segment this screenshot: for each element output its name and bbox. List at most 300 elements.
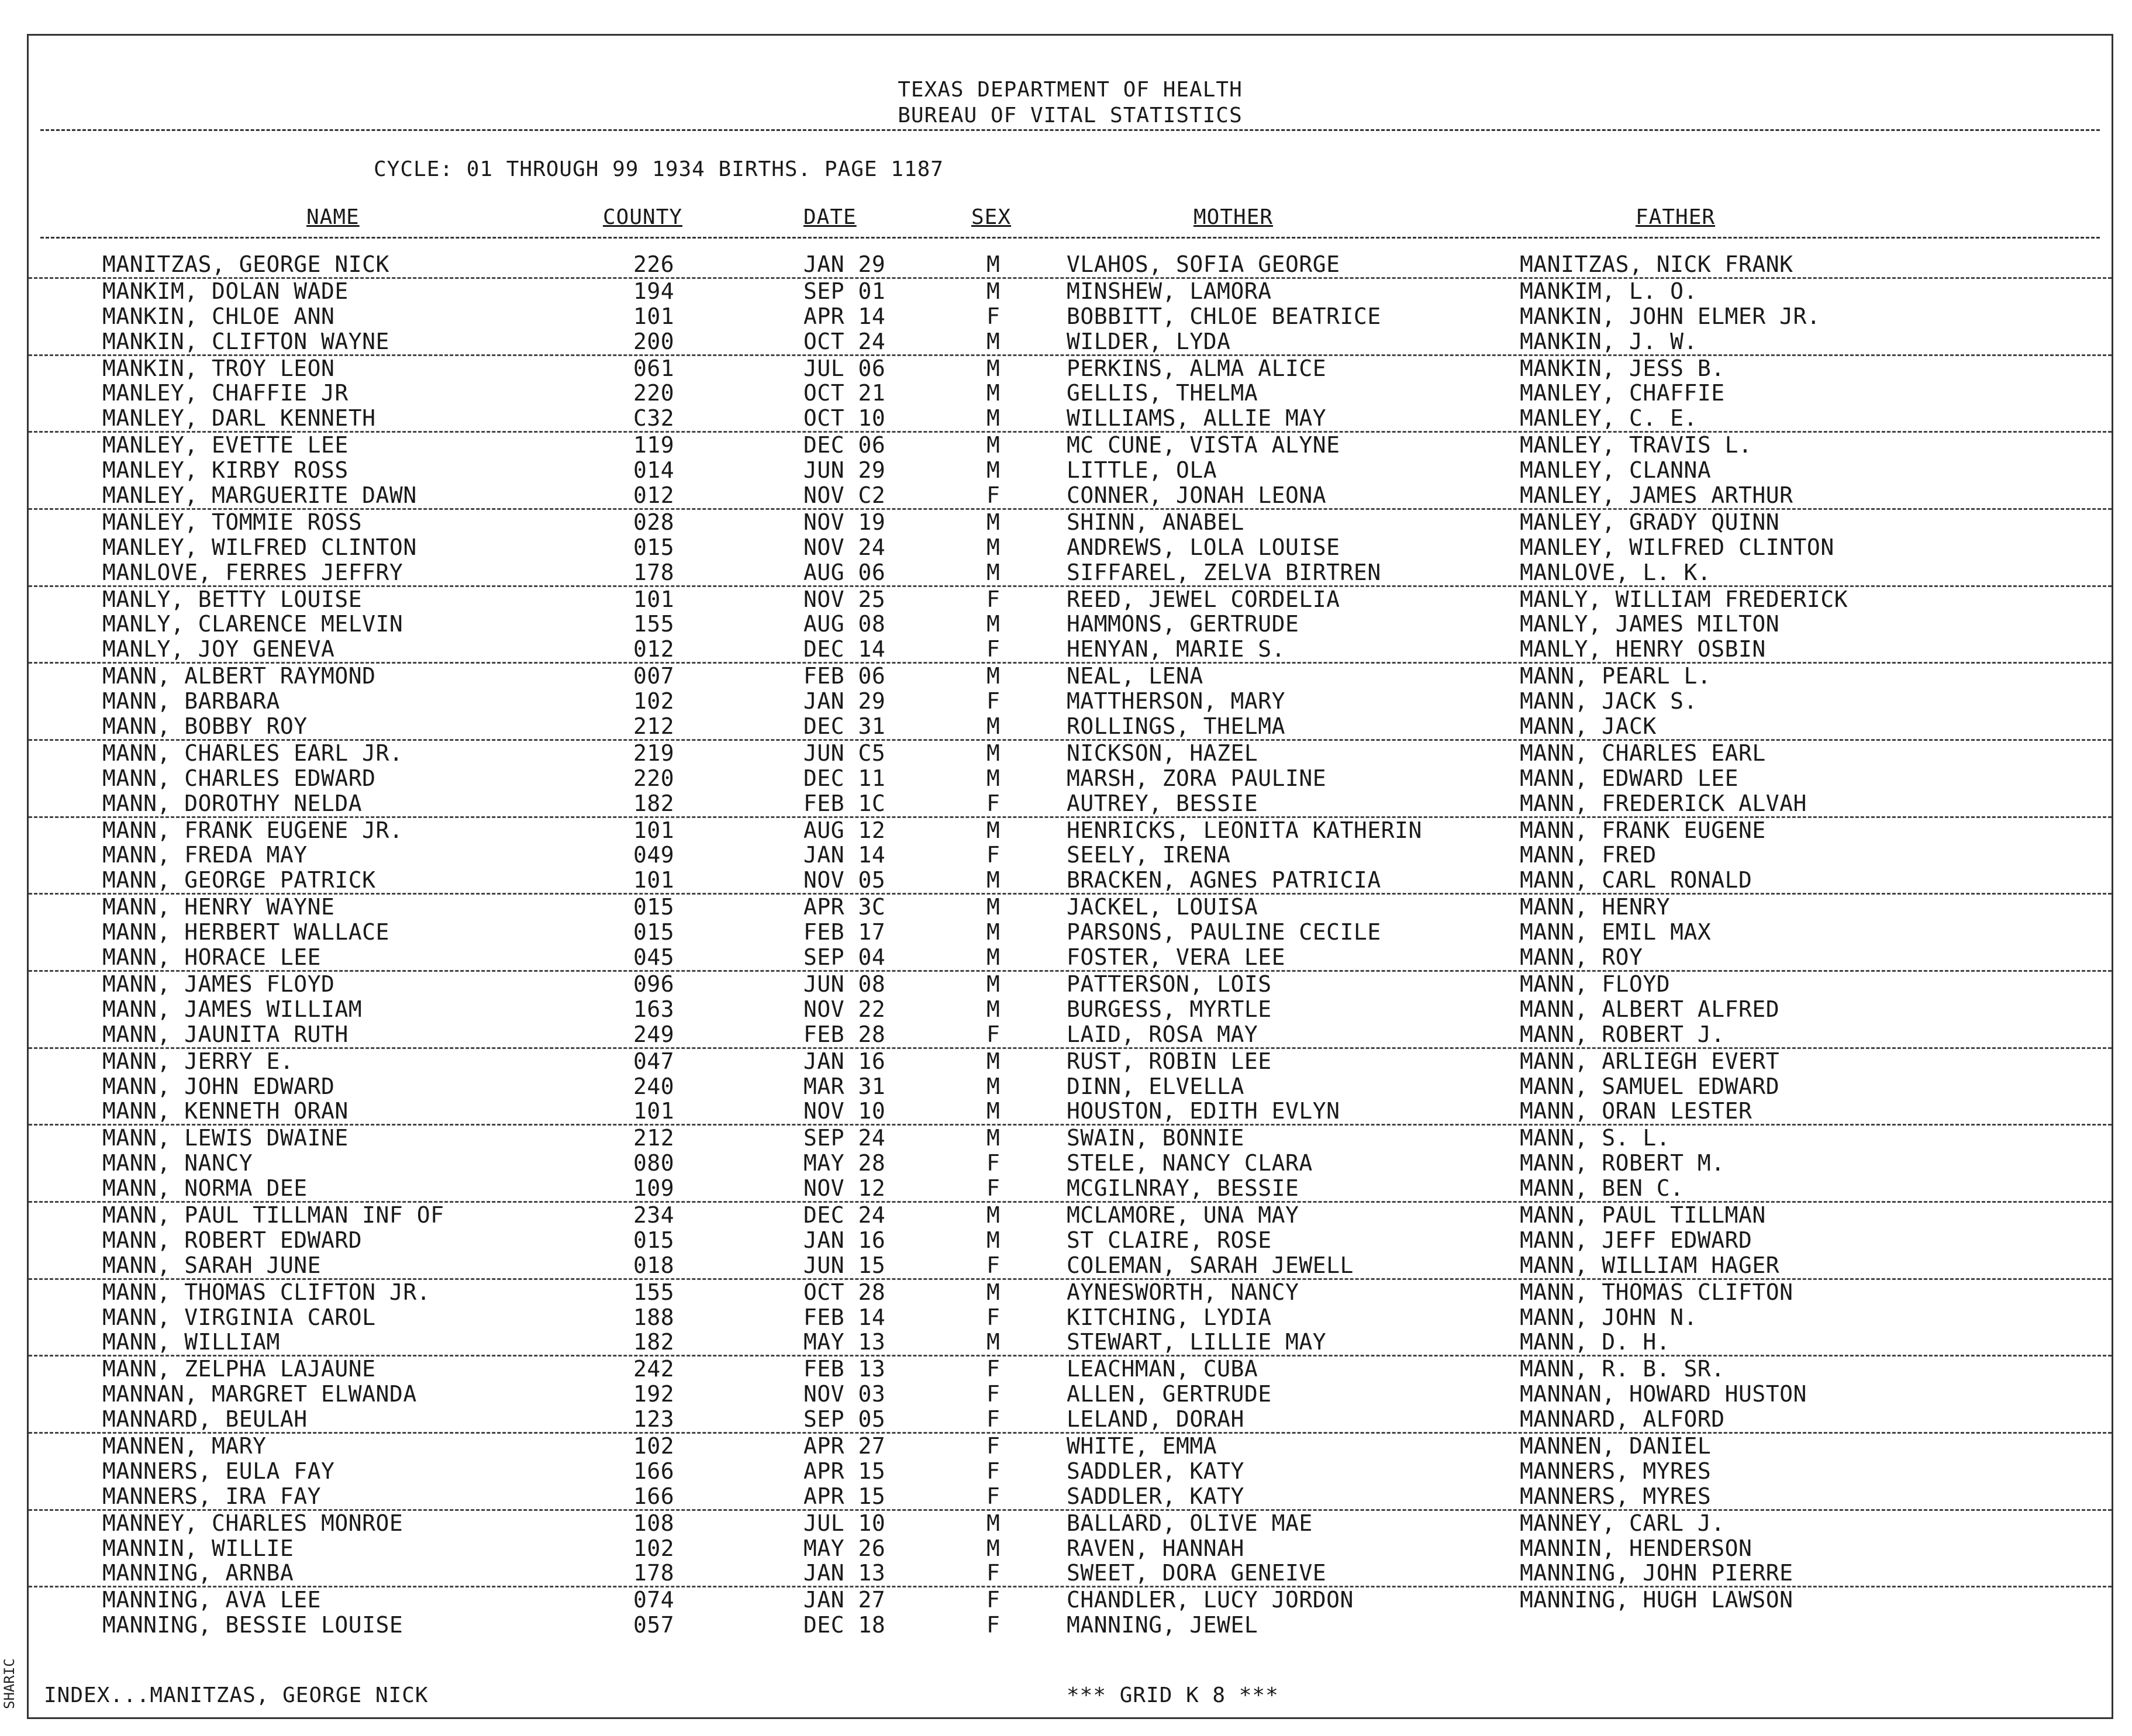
cell-date: SEP 24: [803, 1125, 886, 1151]
cell-date: FEB 28: [803, 1021, 886, 1047]
cell-county: 102: [633, 1535, 675, 1561]
cell-mother: AYNESWORTH, NANCY: [1067, 1279, 1299, 1305]
table-row: [29, 791, 2112, 818]
cell-date: AUG 06: [803, 559, 886, 585]
table-row: [29, 818, 2112, 843]
cell-mother: RUST, ROBIN LEE: [1067, 1048, 1272, 1074]
cell-name: MANN, JAMES FLOYD: [102, 971, 335, 997]
cell-father: MANN, JACK: [1520, 713, 1657, 740]
cell-father: MANN, CHARLES EARL: [1520, 740, 1766, 766]
side-stamp: SHARIC: [1, 1658, 18, 1710]
cell-date: NOV 24: [803, 534, 886, 560]
table-row: [29, 1074, 2112, 1099]
table-row: [29, 1511, 2112, 1536]
table-row: [29, 1459, 2112, 1484]
table-row: [29, 483, 2112, 510]
cell-date: DEC 18: [803, 1612, 886, 1638]
cell-father: MANLEY, TRAVIS L.: [1520, 432, 1752, 458]
cell-father: MANN, SAMUEL EDWARD: [1520, 1073, 1780, 1099]
cell-father: MANNERS, MYRES: [1520, 1458, 1712, 1484]
cell-mother: DINN, ELVELLA: [1067, 1073, 1244, 1099]
cell-date: NOV 22: [803, 996, 886, 1022]
cell-father: MANN, THOMAS CLIFTON: [1520, 1279, 1793, 1305]
cell-mother: VLAHOS, SOFIA GEORGE: [1067, 251, 1340, 277]
cell-name: MANKIN, CHLOE ANN: [102, 303, 335, 329]
cell-mother: GELLIS, THELMA: [1067, 380, 1258, 406]
cell-date: JUN C5: [803, 740, 886, 766]
cell-mother: LELAND, DORAH: [1067, 1406, 1244, 1433]
cell-sex: M: [986, 278, 1001, 304]
cell-date: APR 15: [803, 1458, 886, 1484]
cell-father: MANN, EDWARD LEE: [1520, 765, 1739, 791]
cell-father: MANNING, HUGH LAWSON: [1520, 1587, 1793, 1613]
cell-mother: RAVEN, HANNAH: [1067, 1535, 1244, 1561]
table-row: [29, 1228, 2112, 1253]
cell-sex: M: [986, 432, 1001, 458]
cell-father: MANKIM, L. O.: [1520, 278, 1698, 304]
cell-date: FEB 17: [803, 919, 886, 945]
cell-mother: MINSHEW, LAMORA: [1067, 278, 1272, 304]
cell-name: MANNING, BESSIE LOUISE: [102, 1612, 403, 1638]
cell-date: JAN 13: [803, 1560, 886, 1586]
cell-sex: M: [986, 663, 1001, 689]
cell-name: MANITZAS, GEORGE NICK: [102, 251, 389, 277]
cell-name: MANNAN, MARGRET ELWANDA: [102, 1381, 417, 1407]
cell-sex: M: [986, 713, 1001, 740]
records-list: [29, 252, 2112, 1638]
cell-father: MANKIN, J. W.: [1520, 328, 1698, 354]
cell-mother: AUTREY, BESSIE: [1067, 790, 1258, 816]
table-row: [29, 1280, 2112, 1305]
cell-father: MANN, S. L.: [1520, 1125, 1671, 1151]
cell-mother: HENYAN, MARIE S.: [1067, 636, 1286, 662]
table-row: [29, 1305, 2112, 1330]
cell-date: JAN 29: [803, 688, 886, 715]
cell-date: NOV C2: [803, 482, 886, 509]
header-title: TEXAS DEPARTMENT OF HEALTH: [898, 78, 1243, 102]
cell-mother: ST CLAIRE, ROSE: [1067, 1227, 1272, 1253]
cell-name: MANNEN, MARY: [102, 1433, 267, 1459]
cell-mother: MC CUNE, VISTA ALYNE: [1067, 432, 1340, 458]
cell-county: 061: [633, 355, 675, 381]
grid-footer: *** GRID K 8 ***: [1067, 1683, 1279, 1707]
cell-sex: F: [986, 842, 1001, 868]
cell-sex: F: [986, 1150, 1001, 1176]
cell-county: 166: [633, 1483, 675, 1509]
cell-name: MANN, HERBERT WALLACE: [102, 919, 389, 945]
cell-mother: STEWART, LILLIE MAY: [1067, 1329, 1327, 1355]
table-row: [29, 664, 2112, 689]
cell-county: 018: [633, 1252, 675, 1278]
cell-county: 074: [633, 1587, 675, 1613]
cell-sex: F: [986, 1304, 1001, 1330]
cell-father: MANLY, JAMES MILTON: [1520, 611, 1780, 637]
table-row: [29, 433, 2112, 458]
cell-date: OCT 28: [803, 1279, 886, 1305]
cell-county: 015: [633, 919, 675, 945]
cell-name: MANKIN, CLIFTON WAYNE: [102, 328, 389, 354]
cell-county: 155: [633, 611, 675, 637]
cell-sex: M: [986, 817, 1001, 843]
cell-county: 200: [633, 328, 675, 354]
cell-county: 188: [633, 1304, 675, 1330]
table-row: [29, 1176, 2112, 1203]
cell-sex: F: [986, 1483, 1001, 1509]
cell-name: MANN, PAUL TILLMAN INF OF: [102, 1202, 444, 1228]
cell-name: MANNING, ARNBA: [102, 1560, 294, 1586]
cell-sex: F: [986, 1252, 1001, 1278]
column-header-mother: MOTHER: [1193, 205, 1274, 229]
cell-father: MANN, CARL RONALD: [1520, 867, 1752, 893]
cell-father: MANN, HENRY: [1520, 894, 1671, 920]
cell-date: JAN 16: [803, 1048, 886, 1074]
cell-mother: SEELY, IRENA: [1067, 842, 1231, 868]
cell-sex: F: [986, 790, 1001, 816]
cell-date: APR 14: [803, 303, 886, 329]
cell-county: 166: [633, 1458, 675, 1484]
cell-county: 212: [633, 1125, 675, 1151]
cell-name: MANKIN, TROY LEON: [102, 355, 335, 381]
cell-father: MANN, EMIL MAX: [1520, 919, 1712, 945]
header-divider: [40, 129, 2100, 131]
table-row: [29, 997, 2112, 1022]
cell-sex: M: [986, 944, 1001, 971]
cell-date: AUG 12: [803, 817, 886, 843]
cell-sex: M: [986, 380, 1001, 406]
table-row: [29, 279, 2112, 304]
table-row: [29, 510, 2112, 535]
cell-date: NOV 12: [803, 1175, 886, 1202]
cell-date: FEB 06: [803, 663, 886, 689]
cell-name: MANLEY, MARGUERITE DAWN: [102, 482, 417, 509]
cell-sex: M: [986, 1227, 1001, 1253]
cell-county: 194: [633, 278, 675, 304]
cell-date: JUN 29: [803, 457, 886, 484]
cell-sex: F: [986, 1356, 1001, 1382]
table-row: [29, 612, 2112, 637]
cell-date: APR 27: [803, 1433, 886, 1459]
cell-name: MANLY, BETTY LOUISE: [102, 586, 363, 612]
table-row: [29, 1434, 2112, 1459]
table-row: [29, 868, 2112, 895]
table-row: [29, 637, 2112, 664]
table-row: [29, 1330, 2112, 1357]
cell-mother: MCGILNRAY, BESSIE: [1067, 1175, 1299, 1202]
cell-date: MAY 28: [803, 1150, 886, 1176]
cell-name: MANLEY, DARL KENNETH: [102, 405, 376, 432]
cell-name: MANNARD, BEULAH: [102, 1406, 308, 1433]
cell-county: 012: [633, 636, 675, 662]
cell-name: MANNING, AVA LEE: [102, 1587, 322, 1613]
cell-county: 007: [633, 663, 675, 689]
cell-name: MANNERS, EULA FAY: [102, 1458, 335, 1484]
cell-sex: F: [986, 1381, 1001, 1407]
index-footer: INDEX...MANITZAS, GEORGE NICK: [44, 1683, 429, 1707]
cell-sex: M: [986, 1125, 1001, 1151]
cell-mother: HOUSTON, EDITH EVLYN: [1067, 1098, 1340, 1124]
cell-father: MANKIN, JESS B.: [1520, 355, 1725, 381]
cell-date: DEC 14: [803, 636, 886, 662]
cell-name: MANNEY, CHARLES MONROE: [102, 1510, 403, 1536]
header-subtitle: BUREAU OF VITAL STATISTICS: [898, 103, 1243, 127]
table-row: [29, 304, 2112, 329]
cell-name: MANN, JAMES WILLIAM: [102, 996, 363, 1022]
cell-county: 015: [633, 1227, 675, 1253]
cell-county: 080: [633, 1150, 675, 1176]
cell-date: JUN 15: [803, 1252, 886, 1278]
cell-date: JUN 08: [803, 971, 886, 997]
table-row: [29, 1587, 2112, 1613]
cell-county: 212: [633, 713, 675, 740]
cell-sex: F: [986, 586, 1001, 612]
cell-name: MANN, SARAH JUNE: [102, 1252, 322, 1278]
cell-mother: MANNING, JEWEL: [1067, 1612, 1258, 1638]
table-row: [29, 714, 2112, 741]
cell-sex: M: [986, 971, 1001, 997]
cell-name: MANN, JOHN EDWARD: [102, 1073, 335, 1099]
cell-county: 242: [633, 1356, 675, 1382]
cycle-line: CYCLE: 01 THROUGH 99 1934 BIRTHS. PAGE 1187: [374, 157, 944, 181]
cell-name: MANN, KENNETH ORAN: [102, 1098, 349, 1124]
table-row: [29, 1484, 2112, 1511]
cell-sex: F: [986, 482, 1001, 509]
cell-father: MANLEY, CLANNA: [1520, 457, 1712, 484]
cell-name: MANNERS, IRA FAY: [102, 1483, 322, 1509]
table-row: [29, 406, 2112, 433]
cell-county: 220: [633, 380, 675, 406]
cell-county: 163: [633, 996, 675, 1022]
table-row: [29, 252, 2112, 279]
table-row: [29, 458, 2112, 483]
cell-county: 049: [633, 842, 675, 868]
cell-name: MANN, BARBARA: [102, 688, 280, 715]
cell-county: 047: [633, 1048, 675, 1074]
cell-sex: M: [986, 1098, 1001, 1124]
cell-father: MANITZAS, NICK FRANK: [1520, 251, 1793, 277]
table-row: [29, 329, 2112, 356]
table-row: [29, 1022, 2112, 1049]
cell-county: 101: [633, 1098, 675, 1124]
cell-date: NOV 03: [803, 1381, 886, 1407]
cell-father: MANN, PEARL L.: [1520, 663, 1712, 689]
cell-name: MANN, CHARLES EDWARD: [102, 765, 376, 791]
table-row: [29, 895, 2112, 920]
cell-father: MANNERS, MYRES: [1520, 1483, 1712, 1509]
cell-sex: M: [986, 534, 1001, 560]
cell-mother: BALLARD, OLIVE MAE: [1067, 1510, 1313, 1536]
cell-mother: PERKINS, ALMA ALICE: [1067, 355, 1327, 381]
cell-father: MANN, ROY: [1520, 944, 1643, 971]
cell-father: MANN, D. H.: [1520, 1329, 1671, 1355]
cell-mother: MCLAMORE, UNA MAY: [1067, 1202, 1299, 1228]
cell-name: MANN, CHARLES EARL JR.: [102, 740, 403, 766]
cell-mother: SADDLER, KATY: [1067, 1483, 1244, 1509]
cell-name: MANN, FRANK EUGENE JR.: [102, 817, 403, 843]
cell-sex: M: [986, 765, 1001, 791]
cell-father: MANN, ALBERT ALFRED: [1520, 996, 1780, 1022]
cell-county: 182: [633, 1329, 675, 1355]
cell-father: MANLOVE, L. K.: [1520, 559, 1712, 585]
table-row: [29, 1253, 2112, 1280]
cell-mother: ALLEN, GERTRUDE: [1067, 1381, 1272, 1407]
cell-date: AUG 08: [803, 611, 886, 637]
table-row: [29, 1407, 2112, 1434]
cell-date: MAY 26: [803, 1535, 886, 1561]
cell-sex: F: [986, 636, 1001, 662]
cell-mother: PARSONS, PAULINE CECILE: [1067, 919, 1381, 945]
table-row: [29, 1561, 2112, 1587]
cell-mother: CONNER, JONAH LEONA: [1067, 482, 1327, 509]
cell-mother: WILDER, LYDA: [1067, 328, 1231, 354]
cell-father: MANLEY, GRADY QUINN: [1520, 509, 1780, 535]
cell-mother: CHANDLER, LUCY JORDON: [1067, 1587, 1354, 1613]
cell-father: MANNING, JOHN PIERRE: [1520, 1560, 1793, 1586]
cell-name: MANN, BOBBY ROY: [102, 713, 308, 740]
cell-date: DEC 31: [803, 713, 886, 740]
cell-father: MANN, ORAN LESTER: [1520, 1098, 1752, 1124]
cell-father: MANKIN, JOHN ELMER JR.: [1520, 303, 1821, 329]
cell-father: MANLEY, JAMES ARTHUR: [1520, 482, 1793, 509]
cell-name: MANN, WILLIAM: [102, 1329, 280, 1355]
cell-father: MANN, JACK S.: [1520, 688, 1698, 715]
cell-county: 014: [633, 457, 675, 484]
cell-name: MANN, JAUNITA RUTH: [102, 1021, 349, 1047]
cell-sex: M: [986, 1329, 1001, 1355]
cell-name: MANN, ALBERT RAYMOND: [102, 663, 376, 689]
cell-name: MANLOVE, FERRES JEFFRY: [102, 559, 403, 585]
cell-date: JUL 06: [803, 355, 886, 381]
column-header-father: FATHER: [1636, 205, 1716, 229]
cell-sex: M: [986, 1202, 1001, 1228]
cell-mother: ROLLINGS, THELMA: [1067, 713, 1286, 740]
cell-county: 240: [633, 1073, 675, 1099]
cell-date: SEP 01: [803, 278, 886, 304]
cell-father: MANN, FRANK EUGENE: [1520, 817, 1766, 843]
cell-sex: M: [986, 559, 1001, 585]
cell-name: MANN, NANCY: [102, 1150, 253, 1176]
cell-sex: M: [986, 328, 1001, 354]
cell-name: MANN, HORACE LEE: [102, 944, 322, 971]
cell-mother: NICKSON, HAZEL: [1067, 740, 1258, 766]
table-row: [29, 766, 2112, 791]
cell-sex: F: [986, 1587, 1001, 1613]
cell-mother: ANDREWS, LOLA LOUISE: [1067, 534, 1340, 560]
cell-sex: F: [986, 688, 1001, 715]
cell-father: MANN, ROBERT J.: [1520, 1021, 1725, 1047]
cell-mother: SADDLER, KATY: [1067, 1458, 1244, 1484]
cell-county: C32: [633, 405, 675, 432]
cell-sex: F: [986, 1560, 1001, 1586]
cell-sex: M: [986, 919, 1001, 945]
table-row: [29, 945, 2112, 972]
table-row: [29, 560, 2112, 587]
cell-sex: F: [986, 1175, 1001, 1202]
cell-sex: M: [986, 1510, 1001, 1536]
cell-father: MANN, FRED: [1520, 842, 1657, 868]
cell-county: 192: [633, 1381, 675, 1407]
cell-sex: M: [986, 251, 1001, 277]
table-row: [29, 1536, 2112, 1561]
cell-name: MANLEY, TOMMIE ROSS: [102, 509, 363, 535]
cell-county: 102: [633, 688, 675, 715]
cell-name: MANN, FREDA MAY: [102, 842, 308, 868]
cell-name: MANLEY, EVETTE LEE: [102, 432, 349, 458]
cell-date: OCT 10: [803, 405, 886, 432]
cell-mother: REED, JEWEL CORDELIA: [1067, 586, 1340, 612]
cell-date: JAN 27: [803, 1587, 886, 1613]
cell-county: 045: [633, 944, 675, 971]
cell-father: MANN, WILLIAM HAGER: [1520, 1252, 1780, 1278]
table-row: [29, 843, 2112, 868]
cell-sex: M: [986, 996, 1001, 1022]
cell-mother: LEACHMAN, CUBA: [1067, 1356, 1258, 1382]
cell-sex: M: [986, 457, 1001, 484]
cell-father: MANLEY, WILFRED CLINTON: [1520, 534, 1834, 560]
cell-date: APR 3C: [803, 894, 886, 920]
cell-mother: JACKEL, LOUISA: [1067, 894, 1258, 920]
cell-name: MANN, GEORGE PATRICK: [102, 867, 376, 893]
cell-father: MANN, FREDERICK ALVAH: [1520, 790, 1807, 816]
cell-county: 220: [633, 765, 675, 791]
cell-father: MANNAN, HOWARD HUSTON: [1520, 1381, 1807, 1407]
cell-father: MANLY, WILLIAM FREDERICK: [1520, 586, 1848, 612]
column-header-date: DATE: [803, 205, 857, 229]
cell-name: MANLEY, KIRBY ROSS: [102, 457, 349, 484]
table-row: [29, 1126, 2112, 1151]
column-header-county: COUNTY: [603, 205, 683, 229]
cell-sex: M: [986, 1073, 1001, 1099]
cell-date: DEC 24: [803, 1202, 886, 1228]
cell-mother: SHINN, ANABEL: [1067, 509, 1244, 535]
cell-county: 101: [633, 586, 675, 612]
cell-mother: SWAIN, BONNIE: [1067, 1125, 1244, 1151]
cell-father: MANN, BEN C.: [1520, 1175, 1684, 1202]
cell-name: MANN, ROBERT EDWARD: [102, 1227, 363, 1253]
cell-county: 028: [633, 509, 675, 535]
cell-mother: STELE, NANCY CLARA: [1067, 1150, 1313, 1176]
cell-mother: MATTHERSON, MARY: [1067, 688, 1286, 715]
cell-name: MANN, LEWIS DWAINE: [102, 1125, 349, 1151]
cell-date: JAN 29: [803, 251, 886, 277]
cell-father: MANNEY, CARL J.: [1520, 1510, 1725, 1536]
table-row: [29, 1099, 2112, 1126]
table-row: [29, 1357, 2112, 1382]
cell-father: MANNARD, ALFORD: [1520, 1406, 1725, 1433]
cell-date: JAN 14: [803, 842, 886, 868]
cell-date: FEB 13: [803, 1356, 886, 1382]
table-row: [29, 741, 2112, 766]
cell-father: MANN, R. B. SR.: [1520, 1356, 1725, 1382]
cell-date: APR 15: [803, 1483, 886, 1509]
cell-date: DEC 06: [803, 432, 886, 458]
cell-father: MANLY, HENRY OSBIN: [1520, 636, 1766, 662]
cell-name: MANN, JERRY E.: [102, 1048, 294, 1074]
cell-county: 219: [633, 740, 675, 766]
cell-date: OCT 24: [803, 328, 886, 354]
cell-name: MANLY, JOY GENEVA: [102, 636, 335, 662]
cell-father: MANN, ROBERT M.: [1520, 1150, 1725, 1176]
cell-date: NOV 10: [803, 1098, 886, 1124]
cell-sex: M: [986, 509, 1001, 535]
cell-sex: M: [986, 867, 1001, 893]
cell-name: MANN, VIRGINIA CAROL: [102, 1304, 376, 1330]
cell-sex: F: [986, 1433, 1001, 1459]
cell-sex: M: [986, 1048, 1001, 1074]
cell-mother: HAMMONS, GERTRUDE: [1067, 611, 1299, 637]
cell-name: MANLEY, CHAFFIE JR: [102, 380, 349, 406]
cell-date: FEB 14: [803, 1304, 886, 1330]
cell-county: 101: [633, 303, 675, 329]
